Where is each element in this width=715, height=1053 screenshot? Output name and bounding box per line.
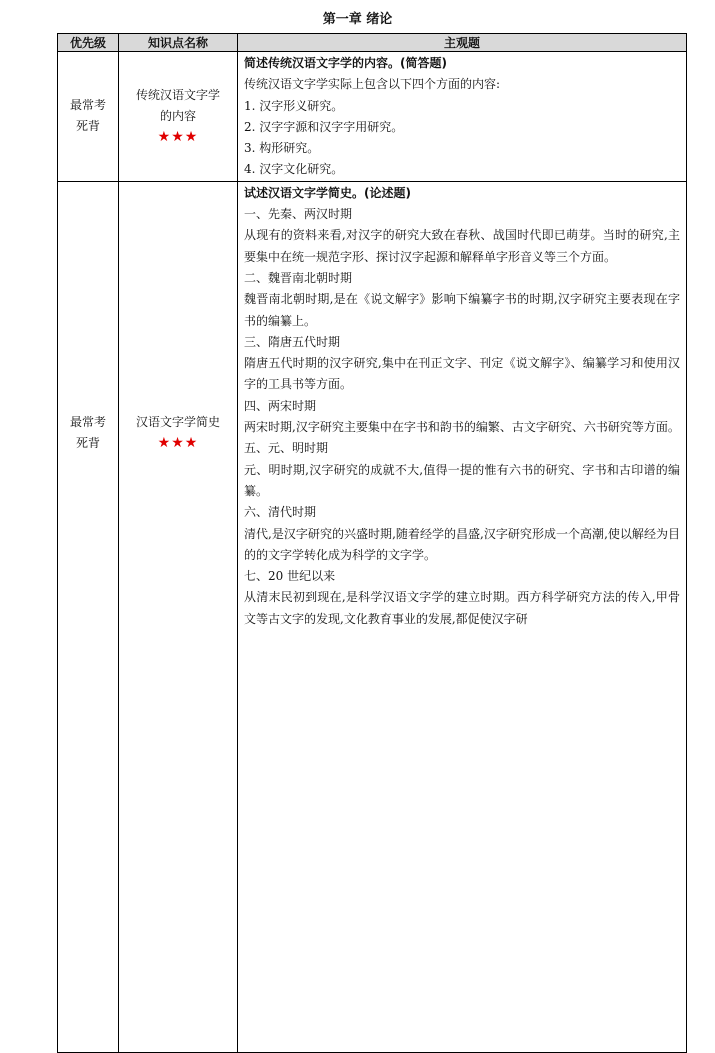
- priority-cell: [58, 181, 119, 1052]
- answer-paragraph: 两宋时期,汉字研究主要集中在字书和韵书的编繁、古文字研究、六书研究等方面。: [244, 420, 680, 435]
- header-priority: 优先级: [58, 34, 119, 52]
- table-header-row: [58, 34, 687, 52]
- answer-line: 1. 汉字形义研究。: [244, 98, 344, 113]
- priority-text: 死背: [75, 435, 100, 450]
- answer-line: 3. 构形研究。: [244, 141, 320, 156]
- section-heading: 六、清代时期: [244, 505, 317, 520]
- knowledge-point-text: 传统汉语文字学: [135, 87, 220, 102]
- answer-paragraph: 从清末民初到现在,是科学汉语文字学的建立时期。西方科学研究方法的传入,甲骨文等古文字的发现,文化教育事业的发展,都促使汉字研: [244, 590, 680, 626]
- answer-cell: [238, 181, 687, 1052]
- answer-paragraph: 元、明时期,汉字研究的成就不大,值得一提的惟有六书的研究、字书和古印谱的编纂。: [244, 462, 680, 498]
- section-heading: 二、魏晋南北朝时期: [244, 270, 353, 285]
- section-heading: 五、元、明时期: [244, 441, 329, 456]
- question-heading: 简述传统汉语文字学的内容。(简答题): [244, 56, 447, 70]
- table-row: [58, 181, 687, 1052]
- knowledge-table: [57, 33, 687, 1053]
- priority-text: 最常考: [69, 414, 106, 429]
- section-heading: 四、两宋时期: [244, 398, 317, 413]
- knowledge-point-text: 的内容: [159, 108, 196, 123]
- section-heading: 三、隋唐五代时期: [244, 334, 341, 349]
- question-heading: 试述汉语文字学简史。(论述题): [244, 185, 411, 200]
- knowledge-point-cell: [119, 52, 238, 182]
- section-heading: 一、先秦、两汉时期: [244, 207, 353, 222]
- priority-text: 死背: [75, 119, 100, 134]
- answer-cell: [238, 52, 687, 182]
- priority-cell: [58, 52, 119, 182]
- priority-text: 最常考: [69, 98, 106, 113]
- table-row: [58, 52, 687, 182]
- star-rating: ★★★: [157, 434, 199, 451]
- answer-paragraph: 隋唐五代时期的汉字研究,集中在刊正文字、刊定《说文解字》、编纂学习和使用汉字的工具书等方面。: [244, 356, 680, 392]
- answer-paragraph: 清代,是汉字研究的兴盛时期,随着经学的昌盛,汉字研究形成一个高潮,使以解经为目的的文字学转化成为科学的文字学。: [244, 526, 680, 562]
- star-rating: ★★★: [157, 128, 199, 145]
- answer-line: 传统汉语文字学实际上包含以下四个方面的内容:: [244, 77, 501, 92]
- answer-line: 4. 汉字文化研究。: [244, 162, 344, 177]
- answer-line: 2. 汉字字源和汉字字用研究。: [244, 119, 404, 134]
- answer-paragraph: 从现有的资料来看,对汉字的研究大致在春秋、战国时代即已萌芽。当时的研究,主要集中在统一规范字形、探讨汉字起源和解释单字形音义等三个方面。: [244, 228, 680, 264]
- knowledge-point-text: 汉语文字学简史: [135, 414, 220, 429]
- knowledge-point-cell: [119, 181, 238, 1052]
- header-knowledge-point: 知识点名称: [119, 34, 238, 52]
- section-heading: 七、20 世纪以来: [244, 569, 336, 584]
- header-subjective-question: 主观题: [238, 34, 687, 52]
- answer-paragraph: 魏晋南北朝时期,是在《说文解字》影响下编纂字书的时期,汉字研究主要表现在字书的编纂上。: [244, 292, 680, 328]
- chapter-title: 第一章 绪论: [322, 12, 393, 27]
